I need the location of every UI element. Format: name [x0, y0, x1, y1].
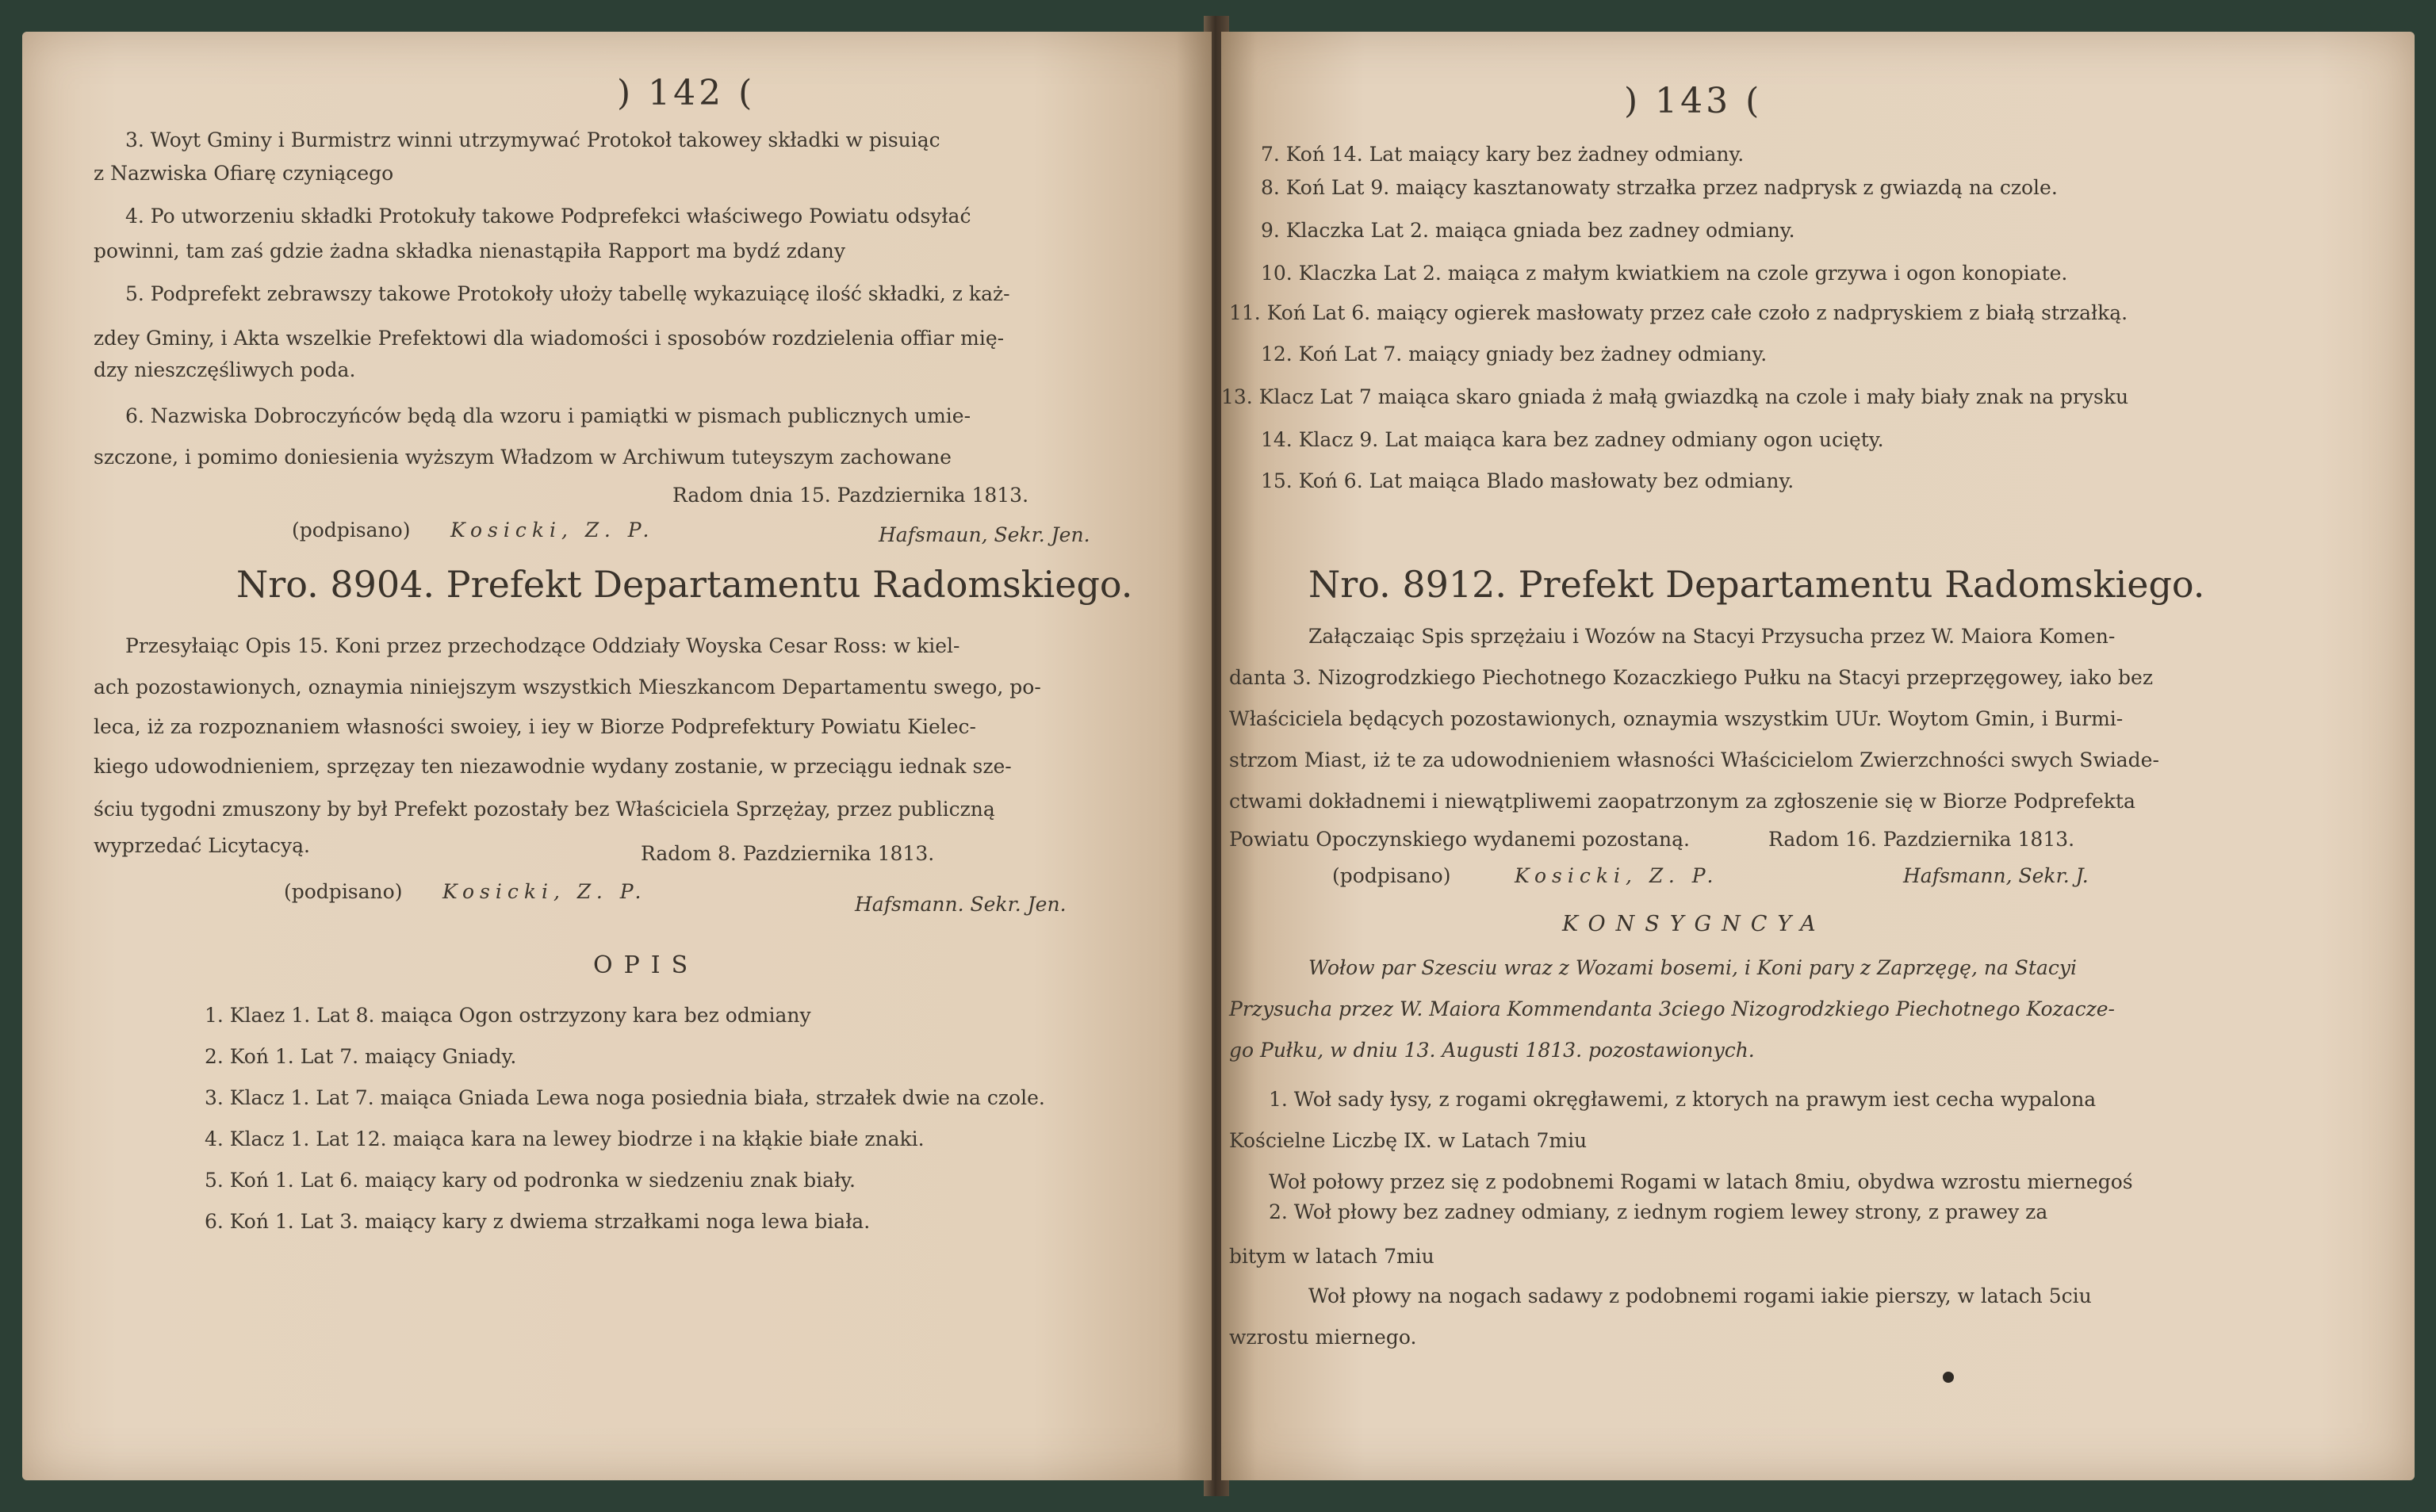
text-line: 1. Woł sady łysy, z rogami okręgławemi, z ktorych na prawym iest cecha wypalona [1269, 1088, 2097, 1111]
list-item: 11. Koń Lat 6. maiący ogierek masłowaty przez całe czoło z nadpryskiem z białą strzałką. [1229, 301, 2128, 324]
section-heading: Nro. 8904. Prefekt Departamentu Radomskiego. [236, 563, 1133, 606]
secretary-name: Hafsmann. Sekr. Jen. [855, 893, 1067, 916]
text-line: danta 3. Nizogrodzkiego Piechotnego Kozaczkiego Pułku na Stacyi przeprzęgowey, iako bez [1229, 666, 2154, 689]
date-line: Radom 8. Pazdziernika 1813. [641, 842, 935, 865]
right-page [1221, 32, 2415, 1480]
text-line: Właściciela będących pozostawionych, oznaymia wszystkim UUr. Woytom Gmin, i Burmi- [1229, 707, 2124, 730]
list-item: 8. Koń Lat 9. maiący kasztanowaty strzałka przez nadprysk z gwiazdą na czole. [1261, 176, 2058, 199]
text-line: Powiatu Opoczynskiego wydanemi pozostaną. [1229, 828, 1690, 851]
text-line: Woł połowy przez się z podobnemi Rogami w latach 8miu, obydwa wzrostu miernegoś [1269, 1170, 2133, 1193]
text-line: Przysucha przez W. Maiora Kommendanta 3ciego Nizogrodzkiego Piechotnego Kozacze- [1229, 997, 2116, 1020]
text-line: wyprzedać Licytacyą. [94, 834, 310, 857]
text-line: kiego udowodnieniem, sprzęzay ten niezawodnie wydany zostanie, w przeciągu iednak sze- [94, 755, 1012, 778]
list-item: 2. Koń 1. Lat 7. maiący Gniady. [205, 1045, 517, 1068]
signature-name: Kosicki, Z. P. [450, 519, 655, 542]
section-heading: Nro. 8912. Prefekt Departamentu Radomskiego. [1308, 563, 2205, 606]
text-line: ach pozostawionych, oznaymia niniejszym wszystkich Mieszkancom Departamentu swego, po- [94, 676, 1041, 699]
list-item: 7. Koń 14. Lat maiący kary bez żadney odmiany. [1261, 143, 1745, 166]
list-item: 14. Klacz 9. Lat maiąca kara bez zadney odmiany ogon ucięty. [1261, 428, 1884, 451]
text-line: strzom Miast, iż te za udowodnieniem własności Właścicielom Zwierzchności swych Swiade- [1229, 748, 2159, 771]
text-line: zdey Gminy, i Akta wszelkie Prefektowi dla wiadomości i sposobów rozdzielenia offiar mię- [94, 327, 1005, 350]
text-line: Wołow par Szesciu wraz z Wozami bosemi, i Koni pary z Zaprzęgę, na Stacyi [1308, 956, 2077, 979]
text-line: z Nazwiska Ofiarę czyniącego [94, 162, 394, 185]
text-line: go Pułku, w dniu 13. Augusti 1813. pozostawionych. [1229, 1039, 1755, 1062]
text-line: dzy nieszczęśliwych poda. [94, 358, 356, 381]
text-line: Przesyłaiąc Opis 15. Koni przez przechodzące Oddziały Woyska Cesar Ross: w kiel- [125, 634, 960, 657]
page-number-right: ) 143 ( [1624, 81, 1763, 121]
text-line: 2. Woł płowy bez zadney odmiany, z iednym rogiem lewey strony, z prawey za [1269, 1200, 2048, 1223]
text-line: Załączaiąc Spis sprzężaiu i Wozów na Stacyi Przysucha przez W. Maiora Komen- [1308, 625, 2116, 648]
list-item: 15. Koń 6. Lat maiąca Blado masłowaty bez odmiany. [1261, 469, 1794, 492]
text-line: 4. Po utworzeniu składki Protokuły takowe Podprefekci właściwego Powiatu odsyłać [125, 205, 971, 228]
opis-title: OPIS [593, 951, 699, 979]
signature-label: (podpisano) [1332, 864, 1451, 887]
date-line: Radom dnia 15. Pazdziernika 1813. [672, 484, 1029, 507]
list-item: 9. Klaczka Lat 2. maiąca gniada bez zadney odmiany. [1261, 219, 1795, 242]
text-line: powinni, tam zaś gdzie żadna składka nienastąpiła Rapport ma bydź zdany [94, 239, 845, 262]
text-line: szczone, i pomimo doniesienia wyższym Władzom w Archiwum tuteyszym zachowane [94, 446, 952, 469]
text-line: Kościelne Liczbę IX. w Latach 7miu [1229, 1129, 1588, 1152]
list-item: 10. Klaczka Lat 2. maiąca z małym kwiatkiem na czole grzywa i ogon konopiate. [1261, 262, 2068, 285]
signature-label: (podpisano) [292, 519, 411, 542]
list-item: 1. Klaez 1. Lat 8. maiąca Ogon ostrzyzony kara bez odmiany [205, 1004, 811, 1027]
list-item: 4. Klacz 1. Lat 12. maiąca kara na lewey biodrze i na kłąkie białe znaki. [205, 1127, 925, 1150]
text-line: leca, iż za rozpoznaniem własności swoiey, i iey w Biorze Podprefektury Powiatu Kielec- [94, 715, 976, 738]
konsygnacya-title: KONSYGNCYA [1562, 912, 1826, 936]
signature-name: Kosicki, Z. P. [442, 880, 647, 903]
text-line: Woł płowy na nogach sadawy z podobnemi rogami iakie pierszy, w latach 5ciu [1308, 1284, 2092, 1307]
list-item: 13. Klacz Lat 7 maiąca skaro gniada ż małą gwiazdką na czole i mały biały znak na prysku [1221, 385, 2129, 408]
text-line: bitym w latach 7miu [1229, 1245, 1434, 1268]
signature-name: Kosicki, Z. P. [1515, 864, 1719, 887]
list-item: 6. Koń 1. Lat 3. maiący kary z dwiema strzałkami noga lewa biała. [205, 1210, 871, 1233]
secretary-name: Hafsmaun, Sekr. Jen. [879, 523, 1090, 546]
signature-label: (podpisano) [284, 880, 403, 903]
text-line: 6. Nazwiska Dobroczyńców będą dla wzoru i pamiątki w pismach publicznych umie- [125, 404, 971, 427]
text-line: ctwami dokładnemi i niewątpliwemi zaopatrzonym za zgłoszenie się w Biorze Podprefekta [1229, 790, 2135, 813]
secretary-name: Hafsmann, Sekr. J. [1903, 864, 2089, 887]
text-line: 5. Podprefekt zebrawszy takowe Protokoły ułoży tabellę wykazuiącę ilość składki, z każ- [125, 282, 1010, 305]
text-line: ściu tygodni zmuszony by był Prefekt pozostały bez Właściciela Sprzężay, przez publiczną [94, 798, 995, 821]
date-line: Radom 16. Pazdziernika 1813. [1768, 828, 2075, 851]
left-page [22, 32, 1212, 1480]
list-item: 5. Koń 1. Lat 6. maiący kary od podronka w siedzeniu znak biały. [205, 1169, 856, 1192]
page-number-left: ) 142 ( [617, 73, 756, 113]
list-item: 3. Klacz 1. Lat 7. maiąca Gniada Lewa noga posiednia biała, strzałek dwie na czole. [205, 1086, 1045, 1109]
text-line: 3. Woyt Gminy i Burmistrz winni utrzymywać Protokoł takowey składki w pisuiąc [125, 128, 940, 151]
text-line: wzrostu miernego. [1229, 1326, 1417, 1349]
ink-dot [1943, 1372, 1954, 1383]
list-item: 12. Koń Lat 7. maiący gniady bez żadney odmiany. [1261, 343, 1768, 366]
